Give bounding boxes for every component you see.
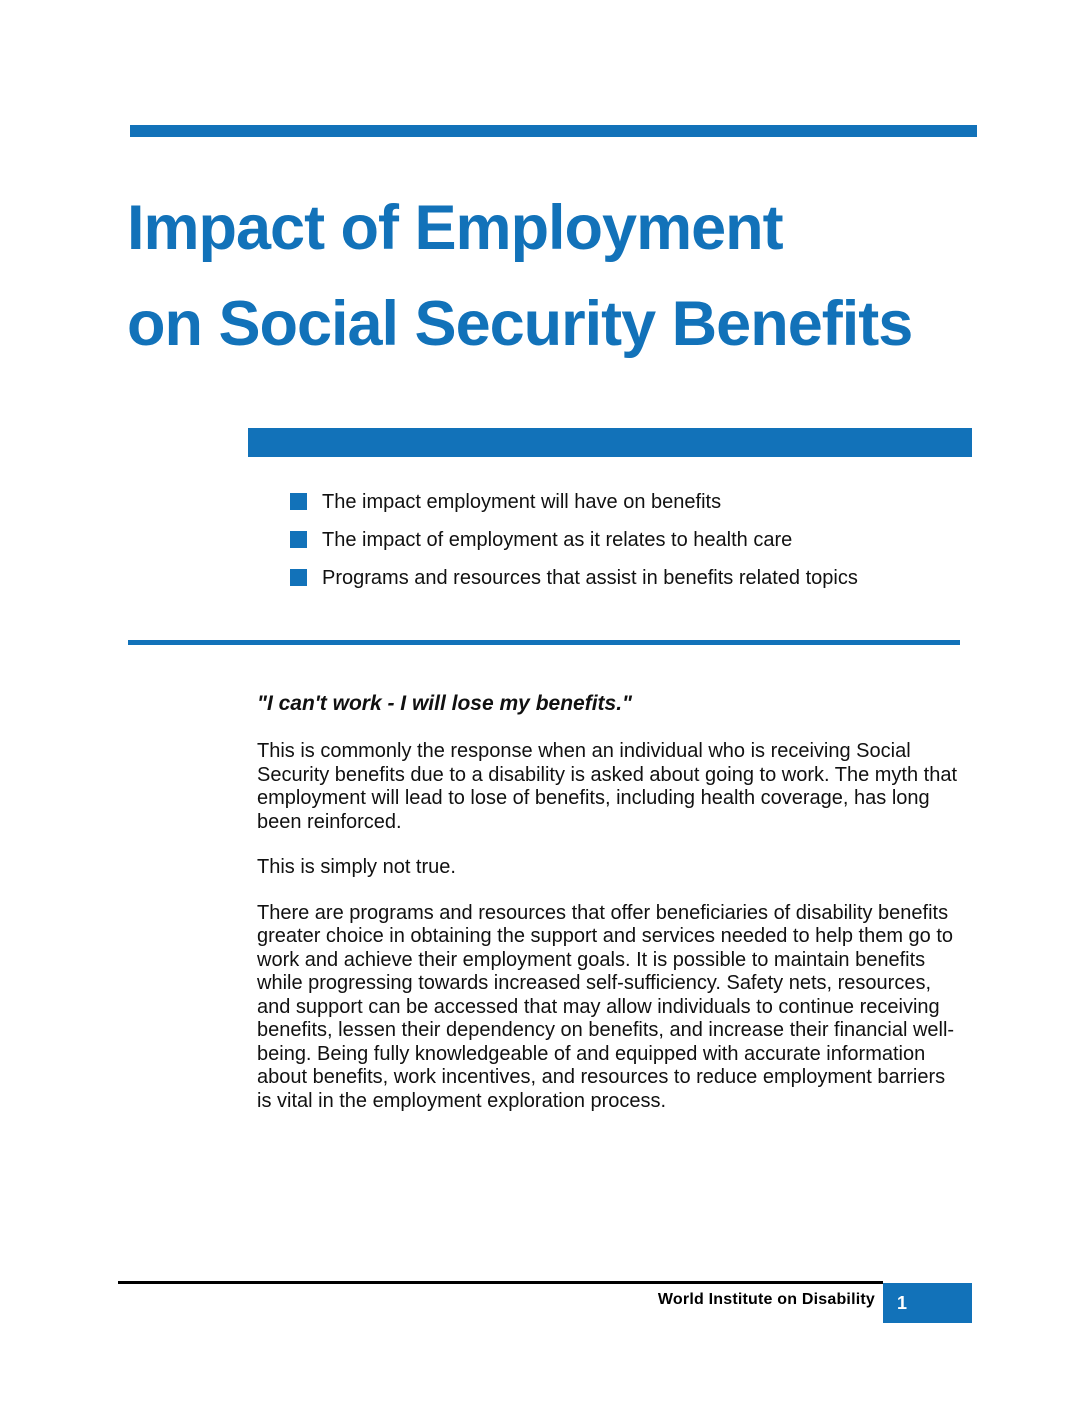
blue-divider-rule bbox=[128, 640, 960, 645]
list-item bbox=[290, 566, 990, 604]
body-content bbox=[257, 692, 963, 1135]
square-bullet-icon bbox=[290, 493, 307, 510]
page-number-badge bbox=[883, 1283, 972, 1323]
bullet-item-label: Programs and resources that assist in benefits related topics bbox=[322, 567, 858, 589]
body-paragraph-2: This is simply not true. bbox=[257, 856, 456, 878]
page-title-line-1: Impact of Employment bbox=[127, 193, 783, 263]
section-header-bar bbox=[248, 428, 972, 457]
page-title bbox=[127, 180, 1027, 372]
footer-organization-name: World Institute on Disability bbox=[657, 1291, 875, 1308]
top-accent-bar bbox=[130, 125, 977, 137]
pull-quote: "I can't work - I will lose my benefits." bbox=[257, 692, 632, 715]
footer-rule bbox=[118, 1281, 883, 1284]
body-paragraph-1: This is commonly the response when an individual who is receiving Social Security benefits due to a disability is asked about going to work. The myth that employment will lead to lose of benefits, including health coverage, has long been reinforced. bbox=[257, 740, 958, 833]
square-bullet-icon bbox=[290, 531, 307, 548]
body-paragraph-3: There are programs and resources that offer beneficiaries of disability benefits greater choice in obtaining the support and services needed to help them go to work and achieve their employment goals. It is possible to maintain benefits while progressing towards increased self-sufficiency. Safety nets, resources, and support can be accessed that may allow individuals to continue receiving benefits, lessen their dependency on benefits, and increase their financial well-being. Being fully knowledgeable of and equipped with accurate information about benefits, work incentives, and resources to reduce employment barriers is vital in the employment exploration process. bbox=[257, 901, 955, 1112]
page-title-line-2: on Social Security Benefits bbox=[127, 289, 913, 359]
page-number: 1 bbox=[897, 1292, 908, 1313]
bullet-item-label: The impact of employment as it relates to health care bbox=[322, 529, 793, 551]
topics-bullet-list bbox=[290, 490, 990, 604]
list-item bbox=[290, 490, 990, 528]
bullet-item-label: The impact employment will have on benefits bbox=[322, 491, 722, 513]
square-bullet-icon bbox=[290, 569, 307, 586]
list-item bbox=[290, 528, 990, 566]
